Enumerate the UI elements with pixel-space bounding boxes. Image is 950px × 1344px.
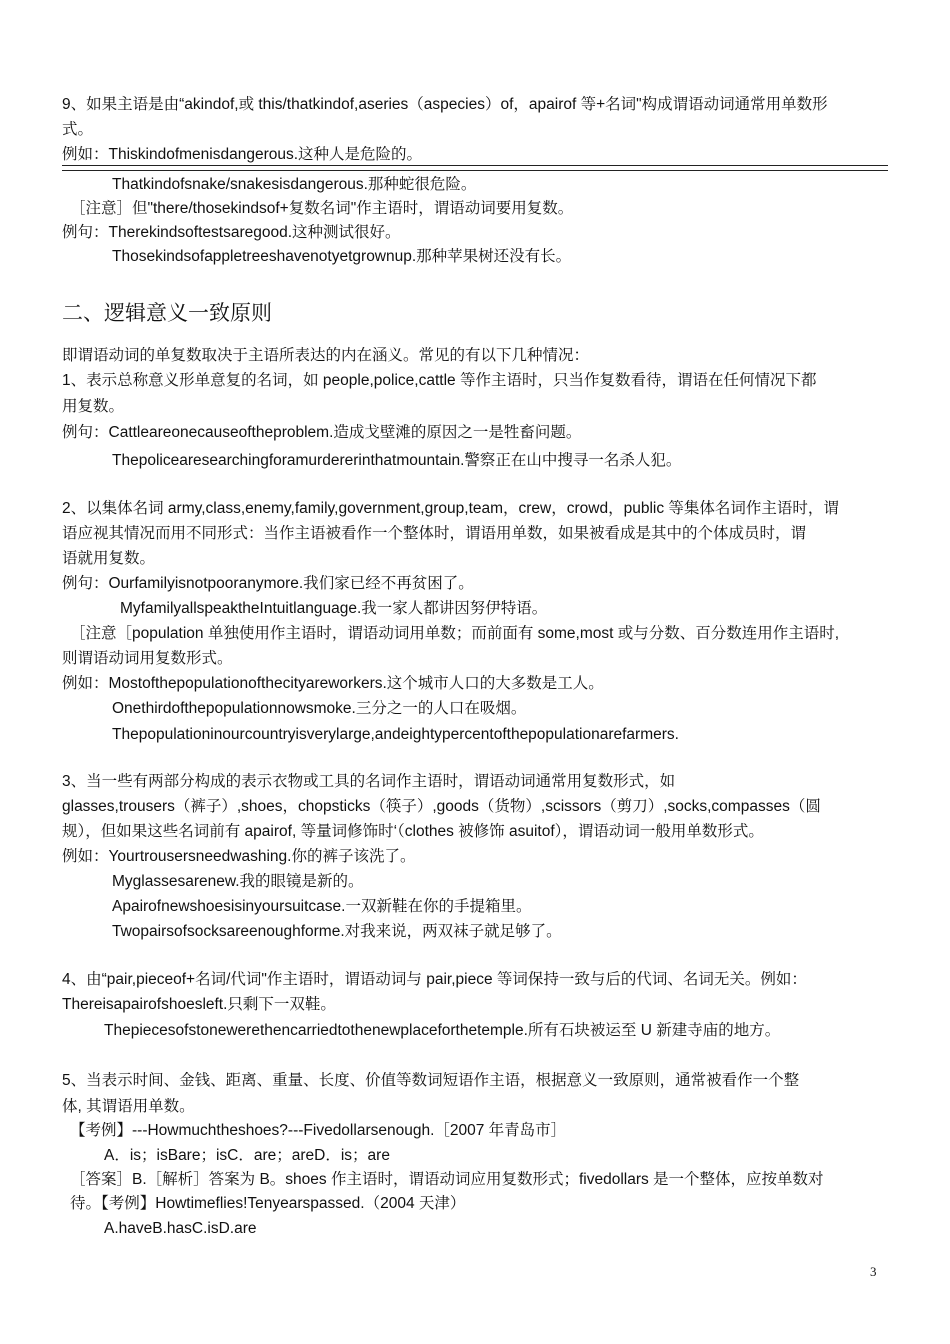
text-line: 9、如果主语是由“akindof,或 this/thatkindof,aseries（aspecies）of，apairof 等+名词"构成谓语动词通常用单数形	[62, 96, 828, 113]
text-line: 例句：Therekindsoftestsaregood.这种测试很好。	[62, 224, 401, 241]
text-line: A.haveB.hasC.isD.are	[104, 1220, 257, 1237]
text-line: 3、当一些有两部分构成的表示衣物或工具的名词作主语时，谓语动词通常用复数形式，如	[62, 773, 676, 790]
text-line: 例如：Mostofthepopulationofthecityareworkers.这个城市人口的大多数是工人。	[62, 675, 604, 692]
divider-line	[62, 165, 888, 166]
section-heading: 二、逻辑意义一致原则	[62, 301, 272, 325]
text-line: Twopairsofsocksareenoughforme.对我来说，两双袜子就足够了。	[112, 923, 562, 940]
text-line: 体, 其谓语用单数。	[62, 1098, 195, 1115]
text-line: 例句：Ourfamilyisnotpooranymore.我们家已经不再贫困了。	[62, 575, 474, 592]
text-line: 【考例】---Howmuchtheshoes?---Fivedollarsenough.［2007 年青岛市］	[70, 1122, 567, 1139]
text-line: Thepiecesofstonewerethencarriedtothenewplaceforthetemple.所有石块被运至 U 新建寺庙的地方。	[104, 1022, 781, 1039]
text-line: Thatkindofsnake/snakesisdangerous.那种蛇很危险。	[112, 176, 477, 193]
text-line: 1、表示总称意义形单意复的名词，如 people,police,cattle 等作主语时，只当作复数看待，谓语在任何情况下都	[62, 372, 817, 389]
text-line: 5、当表示时间、金钱、距离、重量、长度、价值等数词短语作主语，根据意义一致原则，通常被看作一个整	[62, 1072, 800, 1089]
text-line: 语应视其情况而用不同形式：当作主语被看作一个整体时，谓语用单数，如果被看成是其中的个体成员时，谓	[62, 525, 807, 542]
text-line: Thosekindsofappletreeshavenotyetgrownup.那种苹果树还没有长。	[112, 248, 572, 265]
text-line: ［答案］B.［解析］答案为 B。shoes 作主语时，谓语动词应用复数形式；fivedollars 是一个整体，应按单数对	[70, 1171, 824, 1188]
text-line: 则谓语动词用复数形式。	[62, 650, 233, 667]
text-line: 式。	[62, 121, 94, 138]
text-line: 语就用复数。	[62, 550, 156, 567]
text-line: Apairofnewshoesisinyoursuitcase.一双新鞋在你的手提箱里。	[112, 898, 532, 915]
text-line: 规），但如果这些名词前有 apairof, 等量词修饰时‘（clothes 被修饰 asuitof），谓语动词一般用单数形式。	[62, 823, 764, 840]
text-line: ［注意］但"there/thosekindsof+复数名词"作主语时，谓语动词要用复数。	[70, 200, 574, 217]
text-line: Thereisapairofshoesleft.只剩下一双鞋。	[62, 996, 336, 1013]
text-line: A．is；isBare；isC．are；areD．is；are	[104, 1147, 390, 1164]
text-line: Thepolicearesearchingforamurdererinthatmountain.警察正在山中搜寻一名杀人犯。	[112, 452, 682, 469]
divider-line	[62, 170, 888, 171]
text-line: 例如：Thiskindofmenisdangerous.这种人是危险的。	[62, 146, 423, 163]
text-line: 4、由“pair,pieceof+名词/代词"作主语时，谓语动词与 pair,piece 等词保持一致与后的代词、名词无关。例如：	[62, 971, 807, 988]
text-line: glasses,trousers（裤子）,shoes，chopsticks（筷子）,goods（货物）,scissors（剪刀）,socks,compasses（圆	[62, 798, 821, 815]
text-line: ［注意［population 单独使用作主语时，谓语动词用单数；而前面有 some,most 或与分数、百分数连用作主语时,	[70, 625, 840, 642]
text-line: 例如：Yourtrousersneedwashing.你的裤子该洗了。	[62, 848, 416, 865]
text-line: 用复数。	[62, 398, 125, 415]
text-line: 2、以集体名词 army,class,enemy,family,government,group,team，crew，crowd，public 等集体名词作主语时，谓	[62, 500, 839, 517]
text-line: 例句：Cattleareonecauseoftheproblem.造成戈壁滩的原因之一是牲畜问题。	[62, 424, 582, 441]
page-number: 3	[870, 1264, 877, 1279]
text-line: Thepopulationinourcountryisverylarge,andeightypercentofthepopulationarefarmers.	[112, 726, 679, 743]
text-line: MyfamilyallspeaktheIntuitlanguage.我一家人都讲因努伊特语。	[120, 600, 548, 617]
text-line: 待。【考例】Howtimeflies!Tenyearspassed.（2004 天津）	[70, 1195, 466, 1212]
text-line: Onethirdofthepopulationnowsmoke.三分之一的人口在吸烟。	[112, 700, 527, 717]
text-line: Myglassesarenew.我的眼镜是新的。	[112, 873, 364, 890]
text-line: 即谓语动词的单复数取决于主语所表达的内在涵义。常见的有以下几种情况：	[62, 347, 590, 364]
